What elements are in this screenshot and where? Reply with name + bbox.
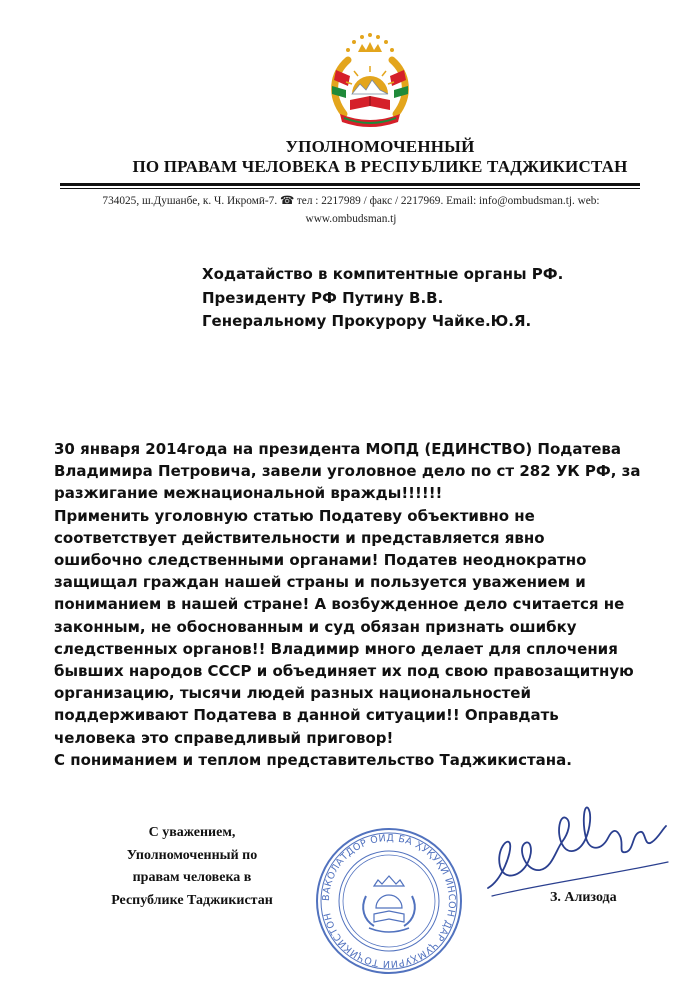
body-line: человека это справедливый приговор! [54,728,394,747]
body-line: поддерживают Податева в данной ситуации!! Оправдать [54,706,559,725]
body-line: следственных органов!! Владимир много делает для сплочения [54,639,618,658]
organization-title-line2: ПО ПРАВАМ ЧЕЛОВЕКА В РЕСПУБЛИКЕ ТАДЖИКИСТАН [132,157,628,176]
body-line: С пониманием и теплом представительство Таджикистана. [54,750,572,769]
contact-line-address: 734025, ш.Душанбе, к. Ч. Икромӣ-7. ☎ тел : 2217989 / факс / 2217969. Email: info@ombudsman.tj. web: [102,195,600,207]
body-line: бывших народов СССР и объединяет их под свою правозащитную [54,662,634,681]
contact-info [62,192,640,228]
svg-text:ВАКОЛАТДОР ОИД БА ҲУҚУҚИ ИНСОН: ВАКОЛАТДОР ОИД БА ҲУҚУҚИ ИНСОН ДАР ҶУМҲУРИИ ТОҶИКИСТОН [320,832,458,970]
body-line: пониманием в нашей стране! А возбужденное дело считается не [54,595,625,614]
body-line: ошибочно следственными органами! Податев неоднократно [54,551,587,570]
handwritten-signature-icon [482,792,672,902]
official-round-seal-icon [314,826,464,976]
signer-name: З. Ализода [550,890,617,905]
header-divider-thick [60,183,640,186]
body-line: разжигание межнациональной вражды!!!!!! [54,484,443,503]
letter-body [54,438,674,771]
body-line: законным, не обоснованным и суд обязан признать ошибку [54,617,577,636]
header-divider-thin [60,188,640,189]
organization-title-line1: УПОЛНОМОЧЕННЫЙ [285,137,475,156]
body-line: организацию, тысячи людей разных национальностей [54,684,531,703]
body-line: соответствует действительности и представляется явно [54,528,545,547]
body-line: защищал граждан нашей страны и пользуется уважением и [54,573,586,592]
body-line: Владимира Петровича, завели уголовное дело по ст 282 УК РФ, за [54,462,641,481]
addressee-line: Генеральному Прокурору Чайке.Ю.Я. [202,312,532,330]
addressee-block [202,263,563,334]
addressee-line: Президенту РФ Путину В.В. [202,288,444,307]
body-line: 30 января 2014года на президента МОПД (ЕДИНСТВО) Податева [54,440,622,458]
closing-line: Уполномоченный по [126,847,258,863]
contact-line-web: www.ombudsman.tj [305,213,397,225]
tajikistan-coat-of-arms-icon [318,30,422,134]
closing-line: правам человека в [132,870,252,885]
closing-line: С уважением, [148,825,236,840]
closing-line: Республике Таджикистан [111,892,273,908]
addressee-line: Ходатайство в компитентные органы РФ. [202,265,564,283]
body-line: Применить уголовную статью Податеву объективно не [54,506,535,525]
closing-block [84,822,300,912]
